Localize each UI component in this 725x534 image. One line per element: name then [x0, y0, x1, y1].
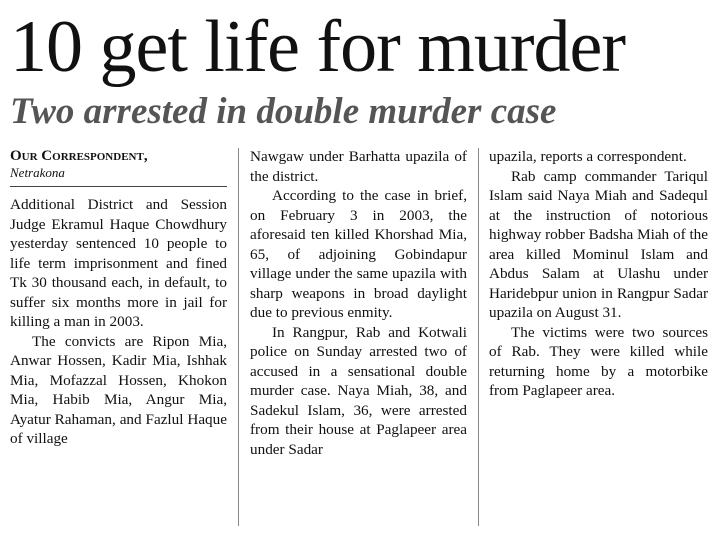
paragraph: upazila, reports a correspondent. — [489, 148, 687, 165]
article-column-3 — [489, 147, 708, 527]
paragraph: According to the case in brief, on February 3 in 2003, the aforesaid ten killed Khorshad Mia, 65, of adjoining Gobindapur village under the same upazila with sharp weapons in broad daylight due to previous enmity. — [250, 187, 467, 321]
byline-name: Our Correspondent, — [10, 148, 148, 164]
article-column-2 — [250, 147, 467, 527]
paragraph: The victims were two sources of Rab. They were killed while returning home by a motorbike from Paglapeer area. — [489, 323, 708, 399]
column-divider — [238, 148, 239, 526]
column-divider — [478, 148, 479, 526]
byline-place: Netrakona — [10, 165, 65, 180]
paragraph: Rab camp commander Tariqul Islam said Naya Miah and Sadequl at the instruction of notorious highway robber Badsha Miah of the area killed Mominul Islam and Abdus Salam at Ulashu under Haridebpur union in Rangpur Sadar upazila on August 31. — [489, 167, 708, 321]
paragraph: The convicts are Ripon Mia, Anwar Hossen, Kadir Mia, Ishhak Mia, Mofazzal Hossen, Khokon Mia, Habib Mia, Angur Mia, Ayatur Rahaman, and Fazlul Haque of village — [10, 332, 227, 447]
subheadline: Two arrested in double murder case — [10, 91, 557, 132]
paragraph: Additional District and Session Judge Ekramul Haque Chowdhury yesterday sentenced 10 people to life term imprisonment and fined Tk 30 thousand each, in default, to suffer six months more in jail for killing a man in 2003. — [10, 196, 227, 330]
paragraph: Nawgaw under Barhatta upazila of the district. — [250, 148, 467, 185]
byline-divider — [10, 186, 227, 187]
headline: 10 get life for murder — [10, 6, 625, 88]
paragraph: In Rangpur, Rab and Kotwali police on Sunday arrested two of accused in a sensational double murder case. Naya Miah, 38, and Sadekul Islam, 36, were arrested from their house at Paglapeer area under Sadar — [250, 323, 467, 458]
article-column-1 — [10, 148, 227, 528]
